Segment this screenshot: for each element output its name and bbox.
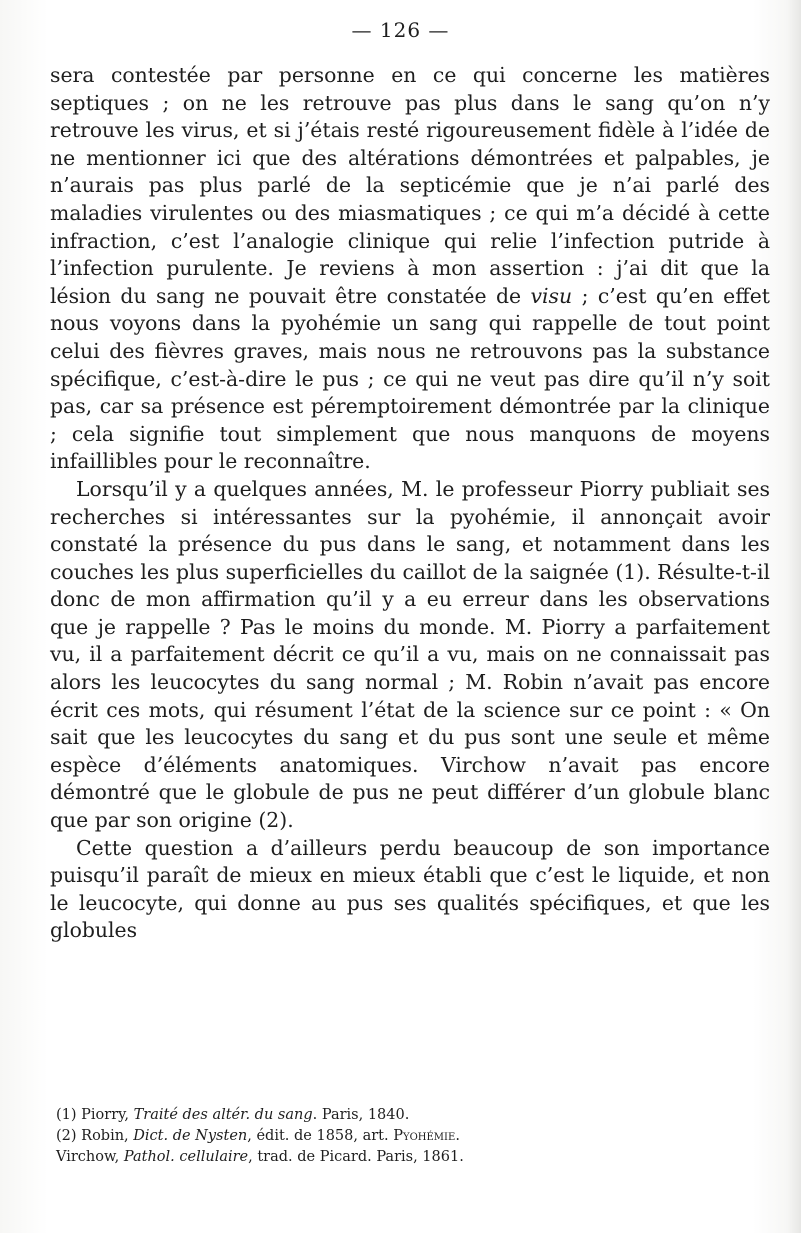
page-edge-shadow bbox=[787, 0, 801, 1233]
text-segment: Lorsqu’il y a quelques années, M. le professeur Piorry publiait ses recherches si intéressantes sur la pyohémie, il annonçait avoir constaté la présence du pus dans le sang, et notamment dans les couches les plus superficielles du caillot de la saignée (1). Résulte-t-il donc de mon affirmation qu’il y a eu erreur dans les observations que je rappelle ? Pas le moins du monde. M. Piorry a parfaitement vu, il a parfaitement décrit ce qu’il a vu, mais on ne connaissait pas alors les leucocytes du sang normal ; M. Robin n’avait pas encore écrit ces mots, qui résument l’état de la science sur ce point : « On sait que les leucocytes du sang et du pus sont une seule et même espèce d’éléments anatomiques. Virchow n’avait pas encore démontré que le globule de pus ne peut différer d’un globule blanc que par son origine (2). bbox=[50, 476, 770, 833]
text-segment: , trad. de Picard. Paris, 1861. bbox=[248, 1149, 464, 1165]
page-number: — 126 — bbox=[351, 18, 450, 42]
text-segment: (1) Piorry, bbox=[56, 1107, 134, 1123]
text-segment: Cette question a d’ailleurs perdu beaucoup de son importance puisqu’il paraît de mieux en mieux établi que c’est le liquide, et non le leucocyte, qui donne au pus ses qualités spécifiques, et que les globules bbox=[50, 835, 770, 943]
body-text bbox=[50, 62, 770, 945]
italic-text: Traité des altér. du sang bbox=[133, 1107, 313, 1123]
italic-text: Pathol. cellulaire bbox=[123, 1149, 249, 1165]
text-segment: ; c’est qu’en effet nous voyons dans la pyohémie un sang qui rappelle de tout point celui des fièvres graves, mais nous ne retrouvons pas la substance spécifique, c’est-à-dire le pus ; ce qui ne veut pas dire qu’il n’y soit pas, car sa présence est péremptoirement démontrée par la clinique ; cela signifie tout simplement que nous manquons de moyens infaillibles pour le reconnaître. bbox=[50, 283, 770, 474]
text-segment: (2) Robin, bbox=[56, 1128, 134, 1144]
paragraph bbox=[50, 476, 770, 835]
text-segment: . Paris, 1840. bbox=[312, 1107, 410, 1123]
paragraph bbox=[50, 62, 770, 476]
footnotes bbox=[56, 1105, 756, 1168]
footnote bbox=[56, 1126, 756, 1147]
text-segment: sera contestée par personne en ce qui concerne les matières septiques ; on ne les retrouve pas plus dans le sang qu’on n’y retrouve les virus, et si j’étais resté rigoureusement fidèle à l’idée de ne mentionner ici que des altérations démontrées et palpables, je n’aurais pas plus parlé de la septicémie que je n’ai parlé des maladies virulentes ou des miasmatiques ; ce qui m’a décidé à cette infraction, c’est l’analogie clinique qui relie l’infection putride à l’infection purulente. Je reviens à mon assertion : j’ai dit que la lésion du sang ne pouvait être constatée de bbox=[50, 63, 770, 308]
italic-text: visu bbox=[530, 283, 573, 308]
footnote bbox=[56, 1147, 756, 1168]
small-caps-text: Pyohémie bbox=[393, 1128, 456, 1144]
italic-text: Dict. de Nysten bbox=[133, 1128, 248, 1144]
footnote bbox=[56, 1105, 756, 1126]
text-segment: . bbox=[455, 1128, 460, 1144]
paragraph bbox=[50, 835, 770, 945]
text-segment: Virchow, bbox=[56, 1149, 124, 1165]
text-segment: , édit. de 1858, art. bbox=[247, 1128, 394, 1144]
